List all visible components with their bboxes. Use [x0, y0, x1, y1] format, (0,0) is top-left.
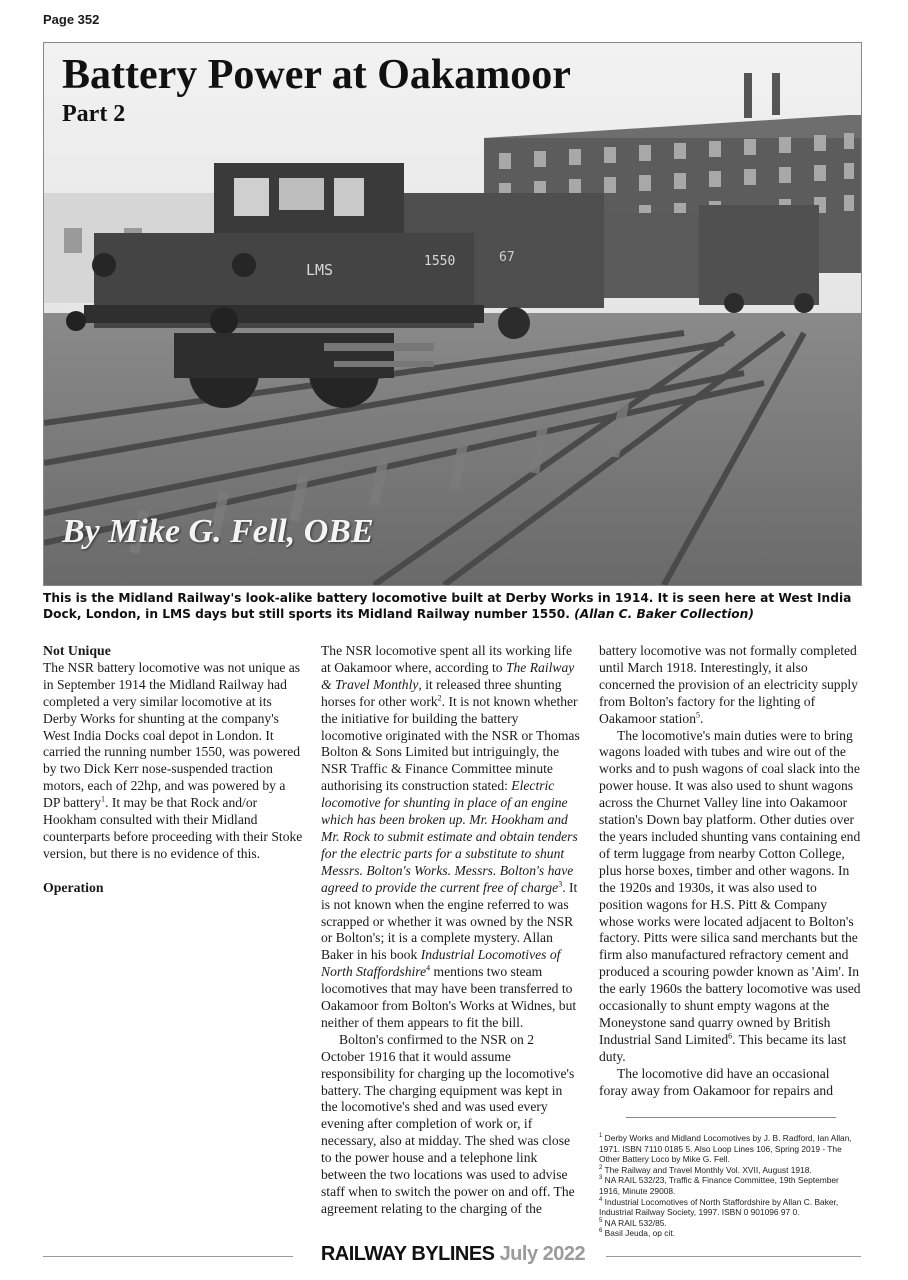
- footnotes: [599, 1133, 861, 1239]
- section-heading: Not Unique: [43, 643, 111, 658]
- paragraph: The locomotive's main duties were to bring wagons loaded with tubes and wire out of the works and to push wagons of coal slack into the power house. It was also used to shunt wagons across the Churnet Valley line into Oakamoor station's Down bay platform. Other duties over the years included shunting vans containing end of term luggage from nearby Cotton College, plus horse boxes, timber and other wagons. In the 1920s and 1930s, it was also used to position wagons for H.S. Pitt & Company whose works were located adjacent to Bolton's factory. Pitts were silica sand merchants but the firm also manufactured refractory cement and produced a scouring powder known as 'Aim'. In the early 1960s the battery locomotive was used occasionally to shunt empty wagons at the Moneystone sand quarry owned by British Industrial Sand Limited$^6$. This became its last duty.: [599, 727, 861, 1064]
- article-column-3: [599, 643, 861, 1098]
- article-title: Battery Power at Oakamoor: [62, 52, 571, 98]
- footer-rule-left: [43, 1256, 293, 1257]
- loco-lettering: LMS: [306, 261, 334, 279]
- footnote: $^3$ NA RAIL 532/23, Traffic & Finance Committee, 19th September 1916, Minute 29008.: [599, 1175, 839, 1196]
- section-heading: Operation: [43, 879, 104, 895]
- paragraph-continued: battery locomotive was not formally completed until March 1918. Interestingly, it also concerned the provision of an electricity supply from Bolton's factory for the lighting of Oakamoor station$^5$.: [599, 643, 858, 726]
- footnote: $^4$ Industrial Locomotives of North Staffordshire by Allan C. Baker, Industrial Railway Society, 1997. ISBN 0 901096 97 0.: [599, 1196, 839, 1218]
- article-subtitle: Part 2: [62, 101, 126, 127]
- article-column-2: [321, 643, 581, 1218]
- header-photo: [43, 42, 862, 586]
- paragraph-continued: The NSR locomotive spent all its working life at Oakamoor where, according to The Railway & Travel Monthly, it released three shunting horses for other work$^2$. It is not known whether the initiative for building the battery locomotive originated with the NSR or Thomas Bolton & Sons Limited but intriguingly, the NSR Traffic & Finance Committee minute authorising its construction stated: Electric locomotive for shunting in place of an engine which has been broken up. Mr. Hookham and Mr. Rock to submit estimate and obtain tenders for the electric parts for a substitute to shunt Messrs. Bolton's Works. Messrs. Bolton's have agreed to provide the current free of charge$^3$. It is not known when the engine referred to was scrapped or whether it was owned by the NSR or Bolton's; it is a complete mystery. Allan Baker in his book Industrial Locomotives of North Staffordshire$^4$ mentions two steam locomotives that may have been transferred to Oakamoor from Bolton's Works at Widnes, but neither of them appears to fit the bill.: [321, 643, 580, 1030]
- photo-caption: [43, 590, 861, 622]
- footnote: $^2$ The Railway and Travel Monthly Vol. XVII, August 1918.: [599, 1164, 812, 1175]
- article-column-1: [43, 643, 305, 897]
- author-byline: By Mike G. Fell, OBE: [62, 513, 374, 550]
- footnote-divider: [626, 1117, 836, 1118]
- footnote: $^5$ NA RAIL 532/85.: [599, 1217, 667, 1228]
- page-number: Page 352: [43, 12, 100, 27]
- issue-date: July 2022: [499, 1243, 586, 1265]
- magazine-footer: [300, 1243, 606, 1266]
- caption-credit: (Allan C. Baker Collection): [574, 607, 754, 621]
- caption-text: This is the Midland Railway's look-alike battery locomotive built at Derby Works in 1914. It is seen here at West India Dock, London, in LMS days but still sports its Midland Railway number 1550.: [43, 591, 852, 621]
- footer-rule-right: [606, 1256, 861, 1257]
- locomotive-photo: [44, 43, 861, 585]
- loco-number: 1550: [424, 254, 456, 269]
- wagon-number: 67: [499, 250, 515, 265]
- paragraph: Bolton's confirmed to the NSR on 2 October 1916 that it would assume responsibility for charging up the locomotive's battery. The charging equipment was kept in the locomotive's shed and was used every evening after completion of work or, if necessary, also at midday. The shed was close to the power house and a telephone link between the two locations was used to advise staff when to switch the power on and off. The agreement relating to the charging of the: [321, 1031, 575, 1216]
- footnote: $^6$ Basil Jeuda, op cit.: [599, 1228, 675, 1239]
- paragraph: The NSR battery locomotive was not unique as in September 1914 the Midland Railway had completed a very similar locomotive at its Derby Works for shunting at the company's West India Docks coal depot in London. It carried the running number 1550, was powered by two Dick Kerr nose-suspended traction motors, each of 22hp, and was powered by a DP battery$^1$. It may be that Rock and/or Hookham consulted with their Midland counterparts before proceeding with their Stoke version, but there is no evidence of this.: [43, 659, 303, 861]
- footnote: $^1$ Derby Works and Midland Locomotives by J. B. Radford, Ian Allan, 1971. ISBN 7110 0185 5. Also Loop Lines 106, Spring 2019 - The Other Battery Loco by Mike G. Fell.: [599, 1133, 852, 1165]
- paragraph: The locomotive did have an occasional foray away from Oakamoor for repairs and: [599, 1065, 834, 1098]
- magazine-name: RAILWAY BYLINES: [320, 1243, 495, 1265]
